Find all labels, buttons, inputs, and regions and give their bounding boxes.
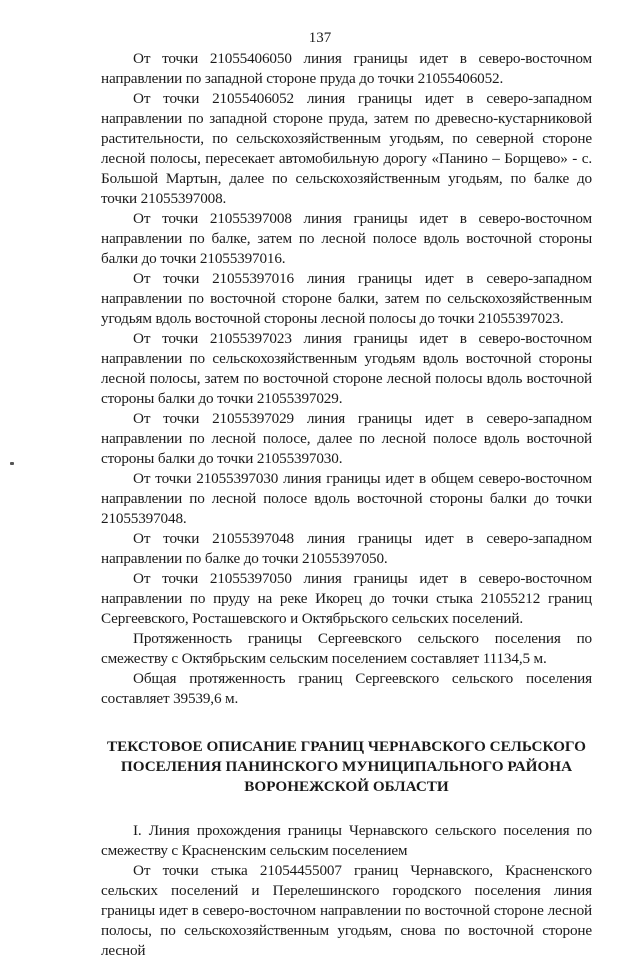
paragraph-4: От точки 21055397016 линия границы идет в северо-западном направлении по восточной стороне балки, затем по сельскохозяйственным угодьям вдоль восточной стороны лесной полосы до точки 21055397023.: [101, 270, 592, 327]
paragraph-7: От точки 21055397030 линия границы идет в общем северо-восточном направлении по лесной полосе вдоль восточной стороны балки до точки 21055397048.: [101, 470, 592, 527]
paragraph-6: От точки 21055397029 линия границы идет в северо-западном направлении по лесной полосе, далее по лесной полосе вдоль восточной стороны балки до точки 21055397030.: [101, 410, 592, 467]
subsection-heading: I. Линия прохождения границы Чернавского сельского поселения по смежеству с Красненским сельским поселением: [101, 822, 592, 859]
section-title: ТЕКСТОВОЕ ОПИСАНИЕ ГРАНИЦ ЧЕРНАВСКОГО СЕЛЬСКОГО ПОСЕЛЕНИЯ ПАНИНСКОГО МУНИЦИПАЛЬНОГО РАЙОНА ВОРОНЕЖСКОЙ ОБЛАСТИ: [106, 738, 586, 795]
paragraph-1: От точки 21055406050 линия границы идет в северо-восточном направлении по западной стороне пруда до точки 21055406052.: [101, 50, 592, 87]
paragraph-9: От точки 21055397050 линия границы идет в северо-восточном направлении по пруду на реке Икорец до точки стыка 21055212 границ Сергеевского, Росташевского и Октябрьского сельских поселений.: [101, 570, 592, 627]
paragraph-8: От точки 21055397048 линия границы идет в северо-западном направлении по балке до точки 21055397050.: [101, 530, 592, 567]
section-paragraph: От точки стыка 21054455007 границ Чернавского, Красненского сельских поселений и Перелешинского городского поселения линия границы идет в северо-восточном направлении по восточной стороне лесной полосы, по сельскохозяйственным угодьям, снова по восточной стороне лесной: [101, 862, 592, 959]
paragraph-3: От точки 21055397008 линия границы идет в северо-восточном направлении по балке, затем по лесной полосе вдоль восточной стороны балки до точки 21055397016.: [101, 210, 592, 267]
paragraph-5: От точки 21055397023 линия границы идет в северо-восточном направлении по сельскохозяйственным угодьям вдоль восточной стороны лесной полосы, затем по восточной стороне лесной полосы вдоль восточной стороны балки до точки 21055397029.: [101, 330, 592, 407]
document-body: [101, 49, 592, 961]
page-number: 137: [308, 30, 332, 46]
scan-artifact: [10, 462, 14, 465]
section-spacer: [101, 797, 592, 821]
paragraph-2: От точки 21055406052 линия границы идет в северо-западном направлении по западной стороне пруда, затем по древесно-кустарниковой растительности, по сельскохозяйственным угодьям, по северной стороне лесной полосы, пересекает автомобильную дорогу «Панино – Борщево» - с. Большой Мартын, далее по сельскохозяйственным угодьям, по балке до точки 21055397008.: [101, 90, 592, 207]
paragraph-10: Протяженность границы Сергеевского сельского поселения по смежеству с Октябрьским сельским поселением составляет 11134,5 м.: [101, 630, 592, 667]
paragraph-11: Общая протяженность границ Сергеевского сельского поселения составляет 39539,6 м.: [101, 670, 592, 707]
